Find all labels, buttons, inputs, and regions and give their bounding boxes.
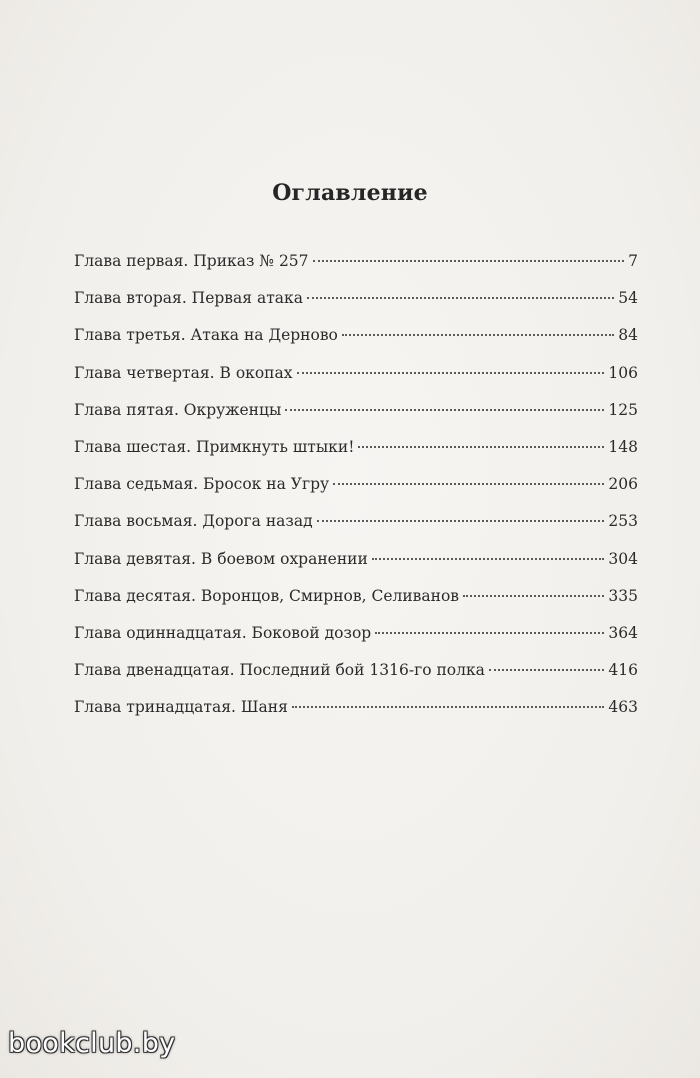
watermark: bookclub.by — [8, 1028, 176, 1059]
toc-entry-page: 7 — [628, 252, 638, 270]
toc-entry — [74, 326, 638, 363]
dot-leader — [358, 446, 604, 448]
toc-entry-page: 253 — [608, 512, 638, 531]
toc-entry-title: Глава девятая. В боевом охранении — [74, 549, 368, 568]
toc-entry-page: 335 — [608, 586, 638, 605]
toc-entry-page: 54 — [618, 289, 638, 308]
toc-title: Оглавление — [272, 180, 428, 206]
toc-entry-page: 106 — [608, 363, 638, 382]
toc-entry-title: Глава вторая. Первая атака — [74, 289, 303, 308]
dot-leader — [333, 483, 604, 485]
toc-entry-title: Глава первая. Приказ № 257 — [74, 252, 309, 270]
toc-entry-title: Глава четвертая. В окопах — [74, 363, 293, 382]
toc-entry — [74, 624, 638, 661]
toc-entry — [74, 438, 638, 475]
toc-entry — [74, 550, 638, 587]
toc-entry-page: 206 — [608, 475, 638, 494]
dot-leader — [489, 669, 605, 671]
toc-entry-title: Глава седьмая. Бросок на Угру — [74, 475, 330, 494]
toc-entry — [74, 512, 638, 549]
toc-entry-title: Глава третья. Атака на Дерново — [74, 326, 338, 345]
toc-entry — [74, 587, 638, 624]
dot-leader — [297, 372, 605, 374]
toc-list — [74, 252, 638, 735]
toc-entry-title: Глава одиннадцатая. Боковой дозор — [74, 623, 372, 642]
dot-leader — [372, 558, 605, 560]
dot-leader — [292, 706, 605, 708]
toc-entry — [74, 364, 638, 401]
toc-entry-page: 463 — [608, 698, 638, 717]
toc-entry — [74, 252, 638, 289]
dot-leader — [313, 260, 625, 262]
dot-leader — [307, 297, 614, 299]
toc-entry-page: 304 — [608, 549, 638, 568]
toc-entry-title: Глава двенадцатая. Последний бой 1316-го полка — [74, 661, 485, 680]
toc-entry-title: Глава тринадцатая. Шаня — [74, 698, 288, 717]
toc-entry — [74, 475, 638, 512]
toc-entry — [74, 401, 638, 438]
dot-leader — [463, 595, 604, 597]
toc-entry-title: Глава десятая. Воронцов, Смирнов, Селиванов — [74, 586, 460, 605]
dot-leader — [375, 632, 604, 634]
toc-entry-title: Глава шестая. Примкнуть штыки! — [74, 437, 355, 456]
dot-leader — [317, 520, 605, 522]
toc-entry-page: 84 — [618, 326, 638, 345]
toc-entry-title: Глава восьмая. Дорога назад — [74, 512, 313, 531]
dot-leader — [342, 334, 614, 336]
toc-entry-page: 125 — [608, 400, 638, 419]
toc-entry-page: 148 — [608, 437, 638, 456]
toc-entry-title: Глава пятая. Окруженцы — [74, 400, 282, 419]
toc-entry-page: 364 — [608, 623, 638, 642]
toc-entry — [74, 289, 638, 326]
toc-entry — [74, 661, 638, 698]
toc-entry-page: 416 — [608, 661, 638, 680]
dot-leader — [285, 409, 604, 411]
toc-entry — [74, 698, 638, 735]
